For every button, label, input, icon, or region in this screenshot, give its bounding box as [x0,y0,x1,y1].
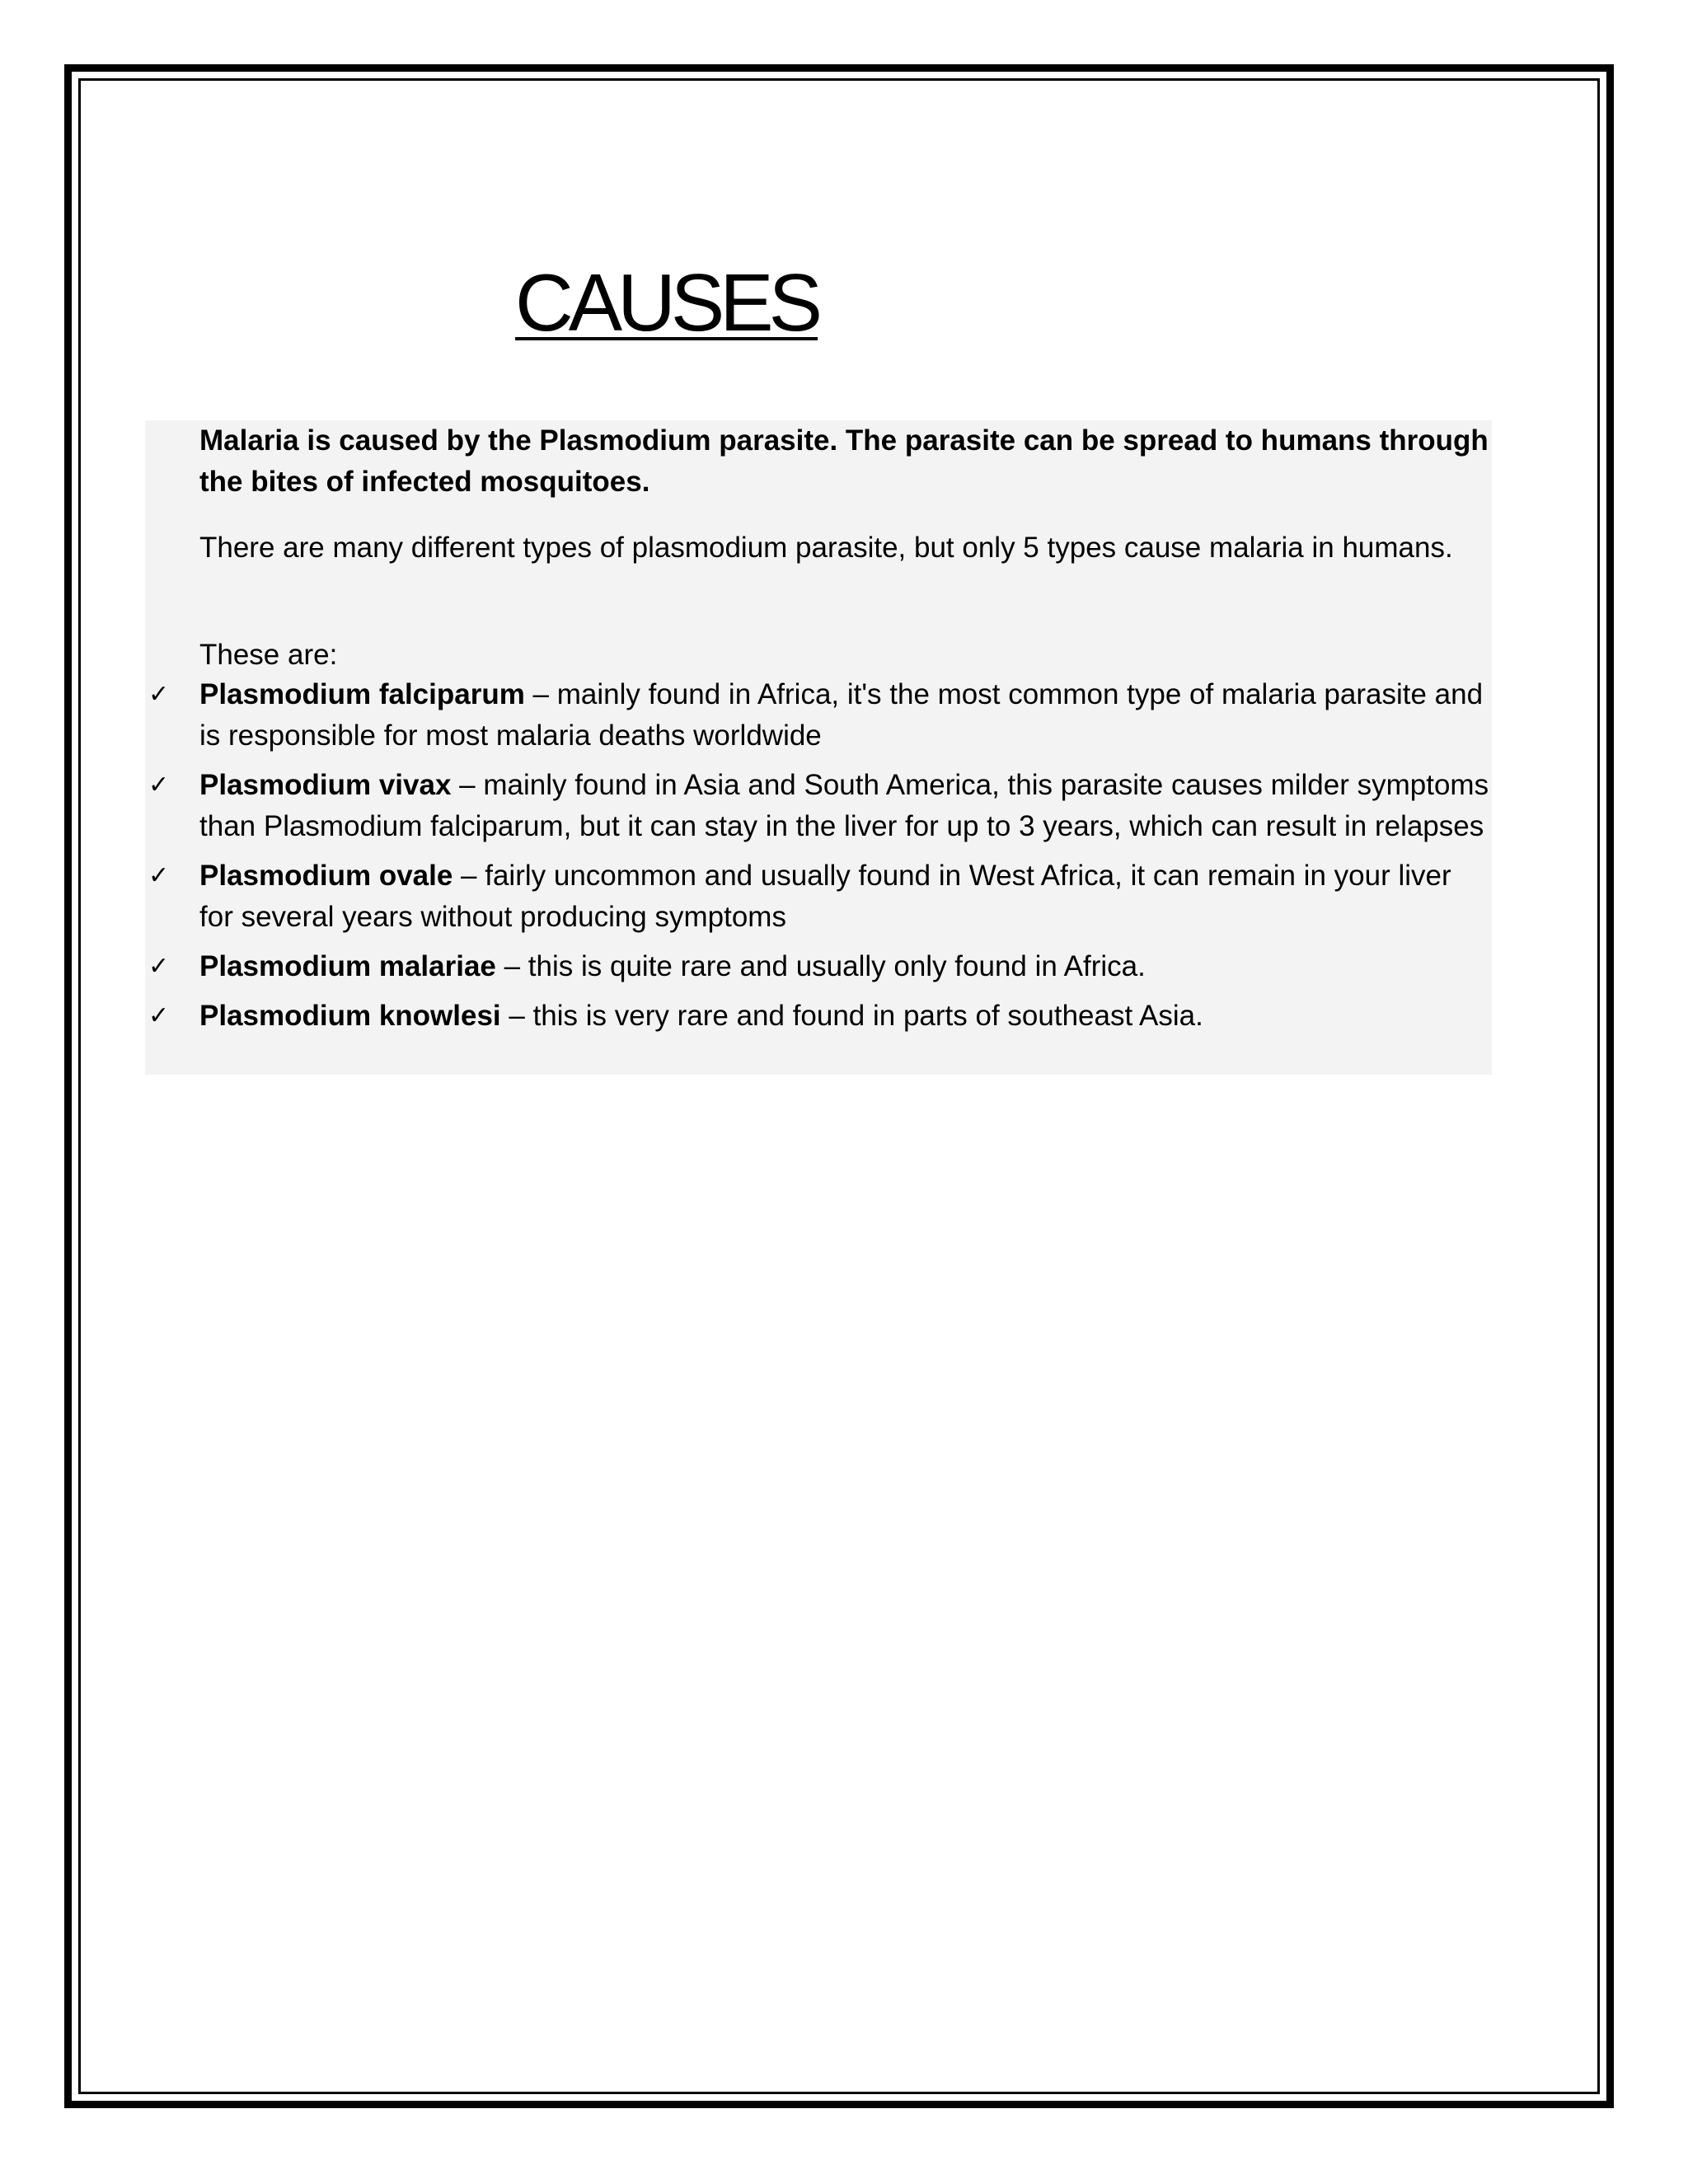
check-icon: ✓ [148,680,170,709]
parasite-description: – this is very rare and found in parts of southeast Asia. [500,1000,1203,1032]
parasite-name: Plasmodium knowlesi [199,1000,501,1032]
parasite-name: Plasmodium malariae [199,950,496,982]
types-paragraph: There are many different types of plasmodium parasite, but only 5 types cause malaria in humans. [199,532,1453,564]
parasite-description: – mainly found in Africa, it's the most common type of malaria parasite and is responsible for most malaria deaths worldwide [199,678,1484,752]
page-title: CAUSES [515,257,818,348]
page-border-inner [78,78,1600,2094]
parasite-type-list [145,674,1492,1045]
parasite-description: – fairly uncommon and usually found in West Africa, it can remain in your liver for several years without producing symptoms [199,860,1451,933]
check-icon: ✓ [148,1001,170,1030]
parasite-name: Plasmodium vivax [199,769,452,801]
check-icon: ✓ [148,771,170,799]
parasite-description: – this is quite rare and usually only found in Africa. [495,950,1146,982]
these-are-label: These are: [199,639,338,671]
parasite-name: Plasmodium falciparum [199,678,525,710]
list-item-vivax [145,765,1492,847]
intro-paragraph: Malaria is caused by the Plasmodium parasite. The parasite can be spread to humans through the bites of infected mosquitoes. [199,424,1489,498]
list-item-ovale [145,855,1492,938]
list-item-malariae [145,946,1492,987]
list-item-falciparum [145,674,1492,757]
parasite-name: Plasmodium ovale [199,860,453,892]
check-icon: ✓ [148,861,170,890]
parasite-description: – mainly found in Asia and South America, this parasite causes milder symptoms than Plasmodium falciparum, but it can stay in the liver for up to 3 years, which can result in relapses [199,769,1489,842]
check-icon: ✓ [148,952,170,981]
list-item-knowlesi [145,996,1492,1037]
